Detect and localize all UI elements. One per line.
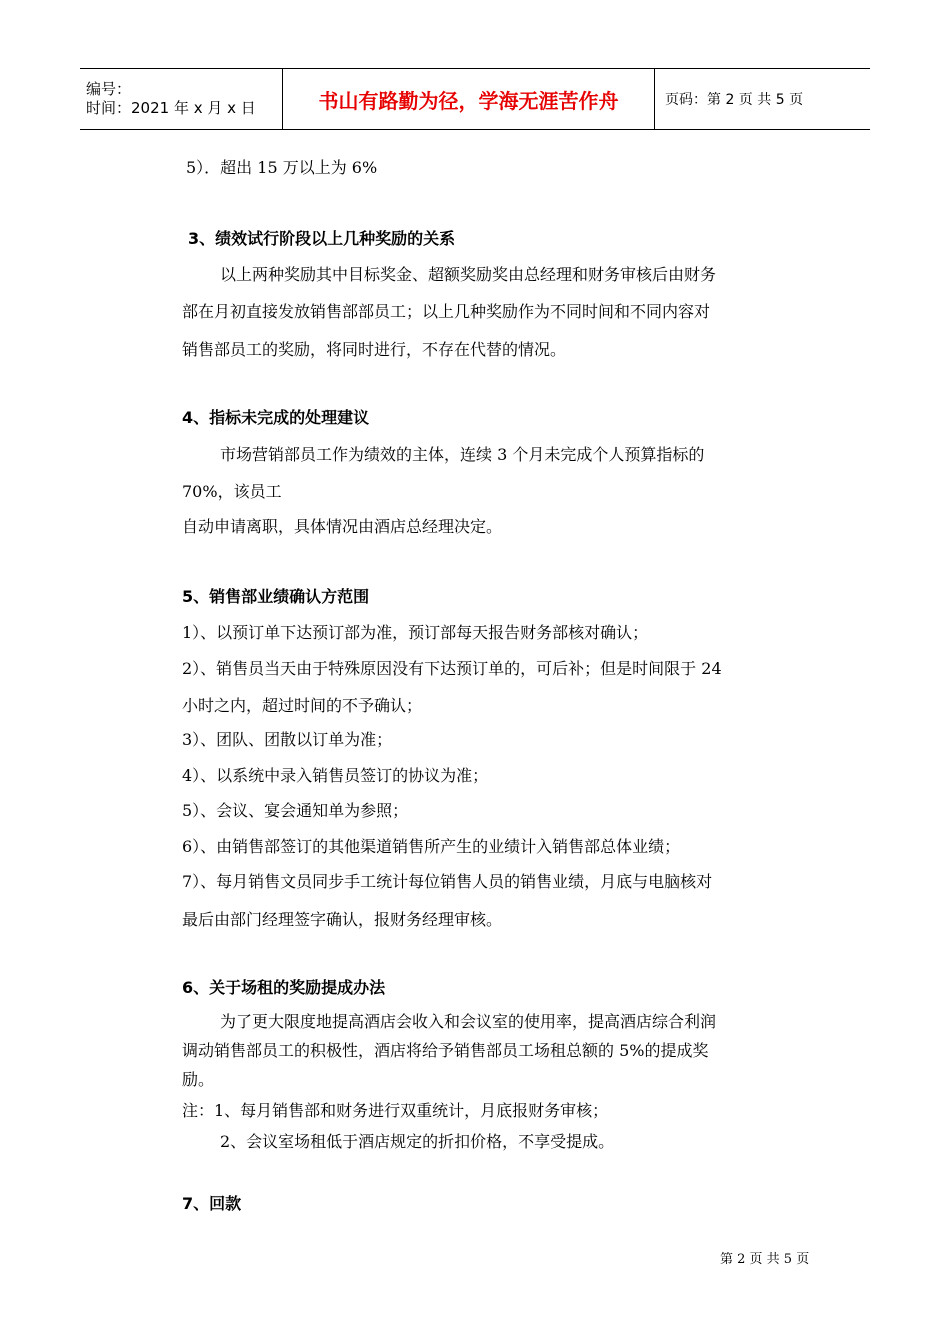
- page-info-text: 页码：第 2 页 共 5 页: [665, 92, 804, 108]
- paragraph: 励。: [182, 1070, 215, 1089]
- section-heading: 7、回款: [182, 1194, 242, 1213]
- list-item: 6）、由销售部签订的其他渠道销售所产生的业绩计入销售部总体业绩；: [182, 837, 681, 856]
- list-item: 7）、每月销售文员同步手工统计每位销售人员的销售业绩，月底与电脑核对: [182, 872, 713, 891]
- list-item: 2）、销售员当天由于特殊原因没有下达预订单的，可后补；但是时间限于 24: [182, 659, 722, 678]
- paragraph: 销售部员工的奖励，将同时进行，不存在代替的情况。: [182, 340, 567, 359]
- list-item: 3）、团队、团散以订单为准；: [182, 730, 393, 749]
- section-heading: 3、绩效试行阶段以上几种奖励的关系: [188, 229, 456, 248]
- serial-label: 编号：: [86, 80, 132, 98]
- page-header: [80, 68, 870, 130]
- header-page-info: [655, 69, 870, 129]
- paragraph: 市场营销部员工作为绩效的主体，连续 3 个月未完成个人预算指标的: [220, 445, 705, 464]
- section-heading: 4、指标未完成的处理建议: [182, 408, 370, 427]
- list-item: 最后由部门经理签字确认，报财务经理审核。: [182, 910, 503, 929]
- page-footer: 第 2 页 共 5 页: [720, 1252, 810, 1267]
- header-meta: [80, 69, 282, 129]
- paragraph: 调动销售部员工的积极性，酒店将给予销售部员工场租总额的 5%的提成奖: [182, 1041, 709, 1060]
- header-motto: [282, 69, 655, 129]
- paragraph: 以上两种奖励其中目标奖金、超额奖励奖由总经理和财务审核后由财务: [220, 265, 717, 284]
- list-item: 1）、以预订单下达预订部为准，预订部每天报告财务部核对确认；: [182, 623, 649, 642]
- section-heading: 6、关于场租的奖励提成办法: [182, 978, 386, 997]
- paragraph: 5）．超出 15 万以上为 6%: [186, 158, 378, 177]
- note-item: 2、会议室场租低于酒店规定的折扣价格，不享受提成。: [220, 1132, 615, 1151]
- date-label: 时间：2021 年 x 月 x 日: [86, 99, 256, 117]
- note-item: 注：1、每月销售部和财务进行双重统计，月底报财务审核；: [182, 1101, 609, 1120]
- paragraph: 70%，该员工: [182, 482, 282, 501]
- section-heading: 5、销售部业绩确认方范围: [182, 587, 370, 606]
- list-item: 小时之内，超过时间的不予确认；: [182, 696, 423, 715]
- paragraph: 部在月初直接发放销售部部员工；以上几种奖励作为不同时间和不同内容对: [182, 302, 711, 321]
- paragraph: 自动申请离职，具体情况由酒店总经理决定。: [182, 517, 503, 536]
- paragraph: 为了更大限度地提高酒店会收入和会议室的使用率，提高酒店综合利润: [220, 1012, 717, 1031]
- list-item: 5）、会议、宴会通知单为参照；: [182, 801, 409, 820]
- motto-text: 书山有路勤为径，学海无涯苦作舟: [318, 88, 619, 113]
- list-item: 4）、以系统中录入销售员签订的协议为准；: [182, 766, 489, 785]
